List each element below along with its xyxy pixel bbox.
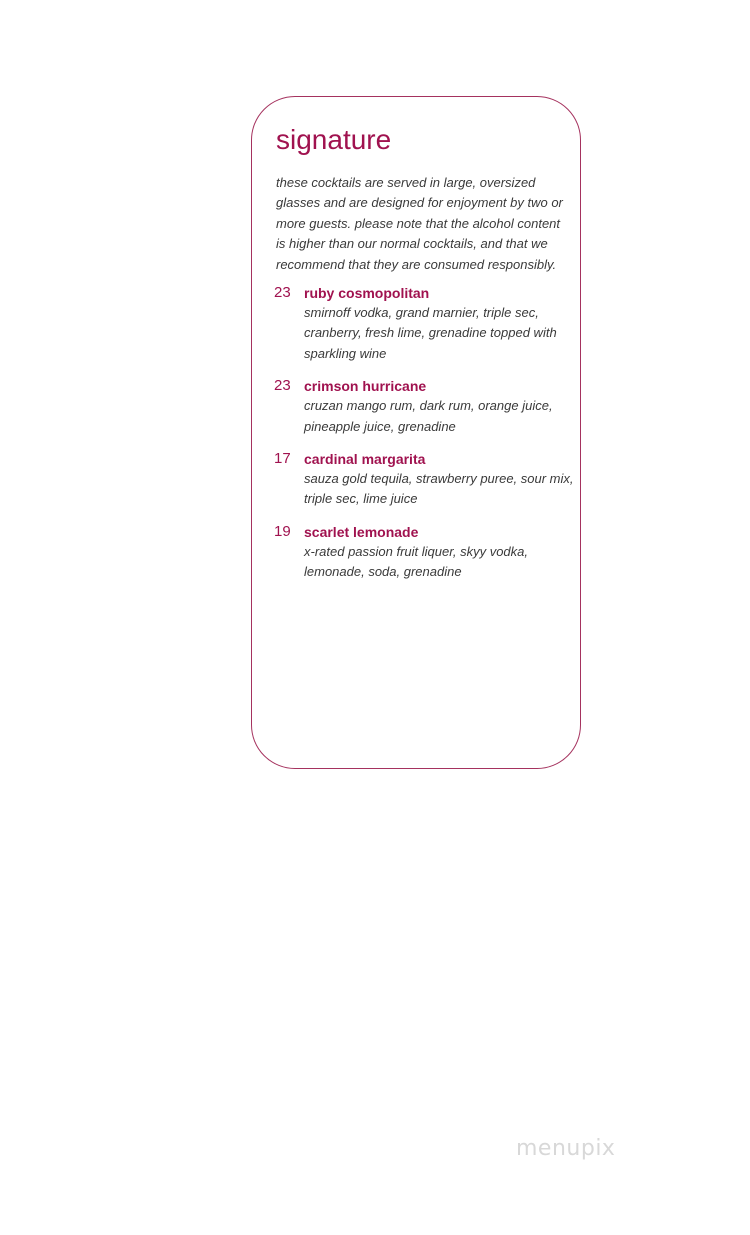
item-name: ruby cosmopolitan	[304, 285, 430, 301]
item-price: 19	[274, 522, 291, 540]
item-description: smirnoff vodka, grand marnier, triple sec, cranberry, fresh lime, grenadine topped with sparkling wine	[304, 305, 557, 361]
item-price: 23	[274, 377, 291, 395]
menu-card	[251, 96, 581, 769]
item-description: sauza gold tequila, strawberry puree, sour mix, triple sec, lime juice	[304, 471, 574, 507]
item-price: 23	[274, 284, 291, 301]
section-intro: these cocktails are served in large, oversized glasses and are designed for enjoyment by two or more guests. please note that the alcohol content is higher than our normal cocktails, and that we recommend that they are consumed responsibly.	[276, 175, 563, 272]
item-description: cruzan mango rum, dark rum, orange juice, pineapple juice, grenadine	[304, 398, 553, 434]
item-description: x-rated passion fruit liquer, skyy vodka, lemonade, soda, grenadine	[304, 543, 528, 580]
menu-item	[274, 449, 574, 510]
menu-item	[274, 522, 574, 583]
item-name: crimson hurricane	[304, 378, 427, 395]
item-name: scarlet lemonade	[304, 523, 419, 540]
menu-item	[274, 283, 574, 364]
section-title: signature	[276, 124, 392, 155]
menu-item	[274, 376, 574, 437]
menu-item-list	[274, 283, 574, 595]
item-name: cardinal margarita	[304, 451, 426, 468]
menupix-watermark: menupix	[516, 1136, 616, 1161]
item-price: 17	[274, 450, 291, 468]
